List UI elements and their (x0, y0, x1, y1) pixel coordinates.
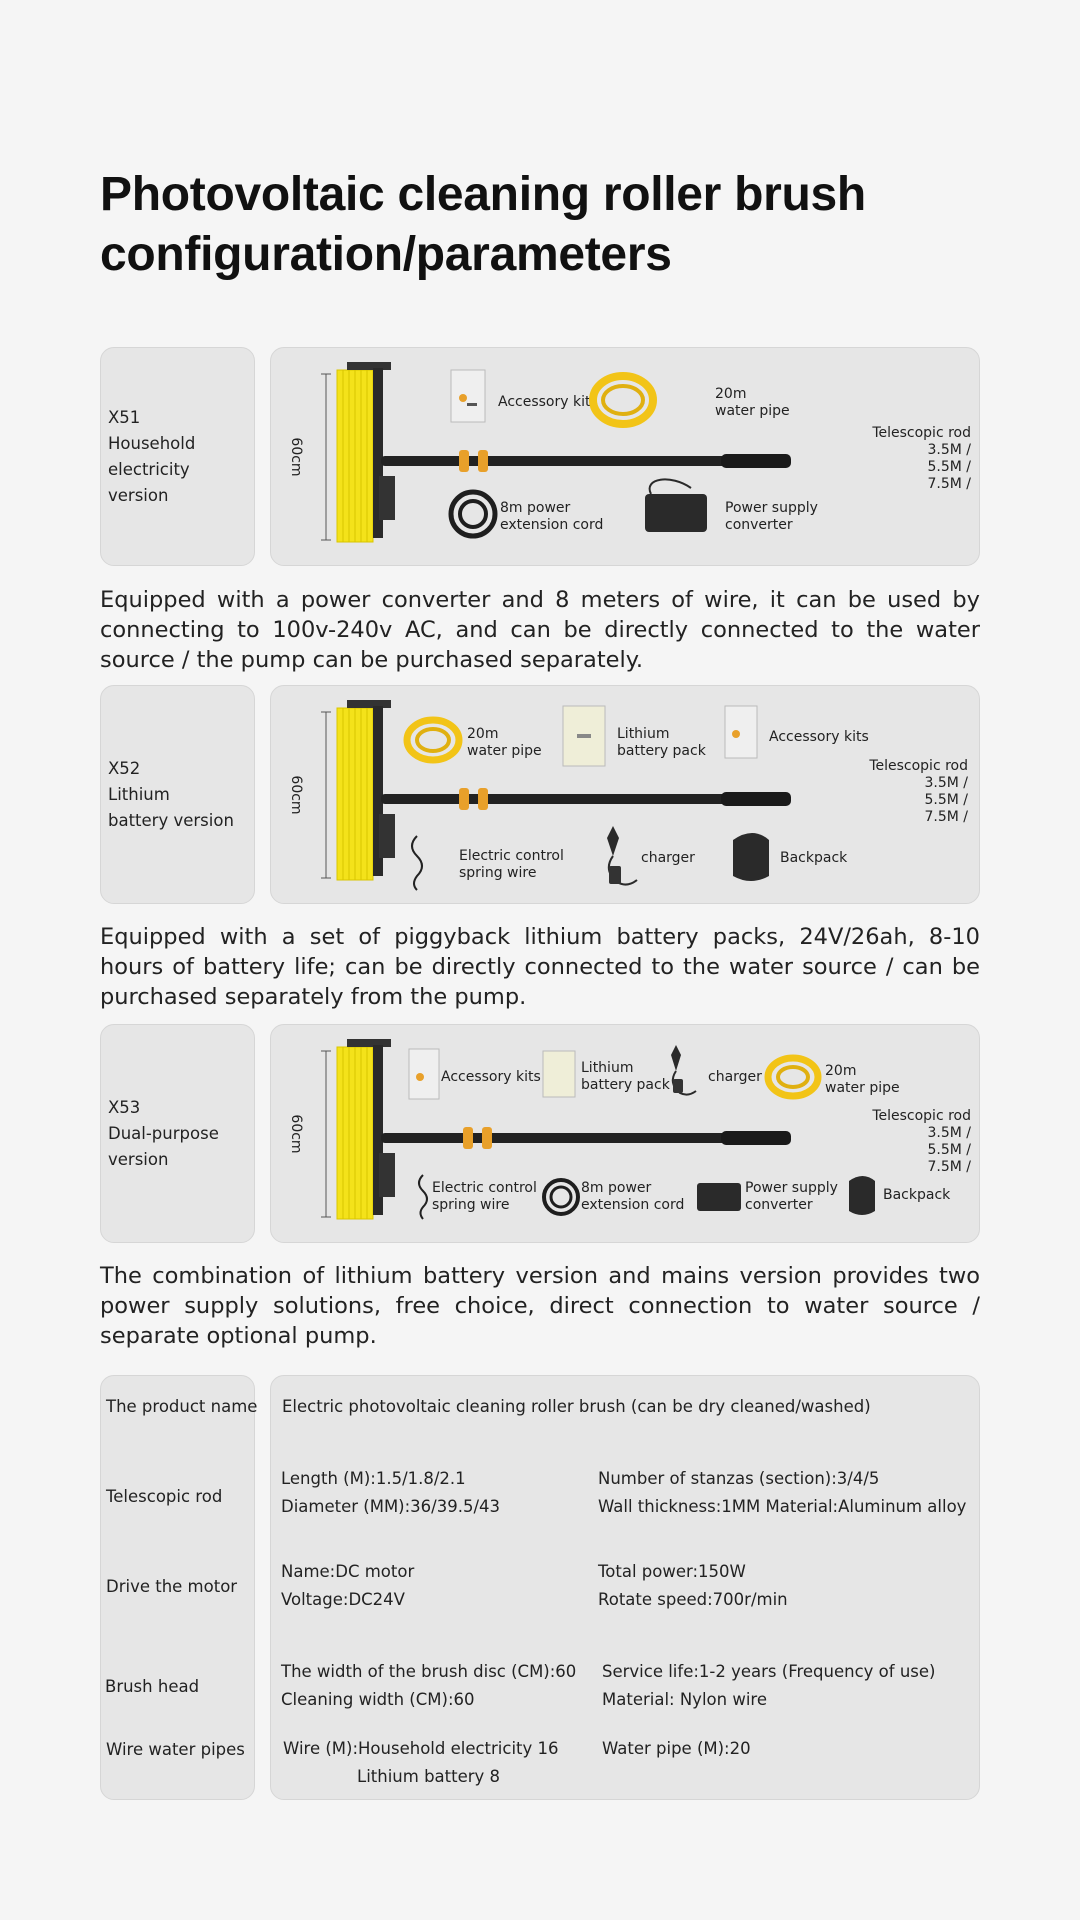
backpack-icon (849, 1176, 875, 1215)
motor-box (379, 814, 395, 858)
spec-label-motor: Drive the motor (106, 1577, 238, 1596)
rod-length-2: 5.5M / (927, 1142, 971, 1158)
spec-rod-length: Length (M):1.5/1.8/2.1 (281, 1469, 466, 1488)
rod-length-3: 7.5M / (924, 809, 968, 825)
version-x51-name: X51 Household electricity version (108, 407, 196, 505)
battery-pack-caption-1: Lithium (617, 726, 670, 742)
version-x52-label-box (100, 685, 255, 904)
spec-wire-lithium: Lithium battery 8 (357, 1767, 501, 1786)
spec-label-brush-head: Brush head (105, 1677, 200, 1696)
spec-motor-speed: Rotate speed:700r/min (598, 1590, 788, 1609)
spring-wire-icon (412, 836, 422, 890)
battery-pack-caption-2: battery pack (581, 1077, 670, 1093)
extension-cord-icon (451, 492, 495, 536)
spec-motor-power: Total power:150W (598, 1562, 746, 1581)
accessory-kits-caption: Accessory kits (769, 729, 869, 745)
spec-motor-name: Name:DC motor (281, 1562, 415, 1581)
spec-label-wire-water-pipes: Wire water pipes (106, 1740, 245, 1759)
version-x53-description: The combination of lithium battery version and mains version provides two power supply solutions, free choice, direct connection to water source / separate optional pump. (100, 1263, 980, 1349)
power-converter-caption-2: converter (745, 1197, 813, 1213)
rod-length-3: 7.5M / (927, 476, 971, 492)
charger-icon (671, 1045, 681, 1071)
accessory-kit-icon (409, 1049, 439, 1099)
spring-wire-icon (419, 1175, 427, 1219)
charger-caption: charger (708, 1069, 762, 1085)
backpack-caption: Backpack (780, 850, 848, 866)
spec-label-telescopic-rod: Telescopic rod (106, 1487, 223, 1506)
water-pipe-caption-2: water pipe (467, 743, 542, 759)
water-pipe-caption-1: 20m (467, 726, 499, 742)
rod-clip (463, 1127, 473, 1149)
spec-brush-material: Material: Nylon wire (602, 1690, 767, 1709)
extension-cord-caption-1: 8m power (500, 500, 571, 516)
motor-box (379, 1153, 395, 1197)
height-label: 60cm (288, 775, 304, 815)
spec-rod-wall-thickness: Wall thickness:1MM Material:Aluminum alloy (598, 1497, 967, 1516)
charger-caption: charger (641, 850, 695, 866)
power-converter-caption-1: Power supply (725, 500, 818, 516)
water-pipe-caption-1: 20m (825, 1063, 857, 1079)
water-pipe-caption-2: water pipe (825, 1080, 900, 1096)
battery-pack-caption-2: battery pack (617, 743, 706, 759)
power-converter-icon (697, 1183, 741, 1211)
rod-label: Telescopic rod (872, 425, 971, 441)
backpack-caption: Backpack (883, 1187, 951, 1203)
accessory-kit-icon (451, 370, 485, 422)
rod-clip (459, 788, 469, 810)
spec-rod-diameter: Diameter (MM):36/39.5/43 (281, 1497, 501, 1516)
rod-label: Telescopic rod (869, 758, 968, 774)
extension-cord-caption-2: extension cord (581, 1197, 685, 1213)
spec-brush-service-life: Service life:1-2 years (Frequency of use) (602, 1662, 936, 1681)
rod-length-1: 3.5M / (927, 442, 971, 458)
spec-value-product-name: Electric photovoltaic cleaning roller brush (can be dry cleaned/washed) (282, 1397, 871, 1416)
version-x51-label-box (100, 347, 255, 566)
x52-product-illustration (271, 686, 980, 904)
rod-clip (459, 450, 469, 472)
spring-wire-caption-1: Electric control (432, 1180, 537, 1196)
version-x52-name: X52 Lithium battery version (108, 758, 234, 830)
motor-box (379, 476, 395, 520)
water-pipe-caption-2: water pipe (715, 403, 790, 419)
extension-cord-caption-1: 8m power (581, 1180, 652, 1196)
spec-wire-household: Wire (M):Household electricity 16 (283, 1739, 559, 1758)
height-label: 60cm (288, 1114, 304, 1154)
extension-cord-icon (544, 1180, 578, 1214)
version-x52-description: Equipped with a set of piggyback lithium battery packs, 24V/26ah, 8-10 hours of battery life; can be directly connected to the water source / can be purchased separately from the pump. (100, 924, 980, 1010)
rod-length-1: 3.5M / (927, 1125, 971, 1141)
version-x53-label-box (100, 1024, 255, 1243)
rod-length-2: 5.5M / (924, 792, 968, 808)
version-x53-name: X53 Dual-purpose version (108, 1097, 219, 1169)
rod-length-3: 7.5M / (927, 1159, 971, 1175)
power-converter-caption-1: Power supply (745, 1180, 838, 1196)
x53-product-illustration (271, 1025, 980, 1243)
water-pipe-icon (768, 1058, 818, 1096)
spec-brush-cleaning-width: Cleaning width (CM):60 (281, 1690, 475, 1709)
rod-length-1: 3.5M / (924, 775, 968, 791)
battery-pack-icon (543, 1051, 575, 1097)
version-x53-image (270, 1024, 980, 1243)
telescopic-rod (381, 794, 731, 804)
rod-length-2: 5.5M / (927, 459, 971, 475)
extension-cord-caption-2: extension cord (500, 517, 604, 533)
height-label: 60cm (288, 437, 304, 477)
x51-product-illustration (271, 348, 980, 566)
accessory-kits-caption: Accessory kits (441, 1069, 541, 1085)
page-title: Photovoltaic cleaning roller brush configuration/parameters (100, 168, 866, 281)
spring-wire-caption-2: spring wire (432, 1197, 510, 1213)
backpack-icon (733, 833, 769, 881)
spring-wire-caption-2: spring wire (459, 865, 537, 881)
spring-wire-caption-1: Electric control (459, 848, 564, 864)
telescopic-rod (381, 456, 731, 466)
version-x51-description: Equipped with a power converter and 8 meters of wire, it can be used by connecting to 100v-240v AC, and can be directly connected to the water source / the pump can be purchased separately. (100, 587, 980, 673)
power-converter-icon (645, 494, 707, 532)
rod-label: Telescopic rod (872, 1108, 971, 1124)
accessory-kit-icon (725, 706, 757, 758)
spec-motor-voltage: Voltage:DC24V (281, 1590, 405, 1609)
version-x52-image (270, 685, 980, 904)
spec-rod-stanzas: Number of stanzas (section):3/4/5 (598, 1469, 880, 1488)
water-pipe-caption-1: 20m (715, 386, 747, 402)
water-pipe-icon (407, 720, 459, 760)
spec-brush-disc-width: The width of the brush disc (CM):60 (281, 1662, 577, 1681)
charger-icon (607, 826, 619, 856)
accessory-kits-caption: Accessory kits (498, 394, 598, 410)
spec-label-product-name: The product name (106, 1397, 258, 1416)
version-x51-image (270, 347, 980, 566)
battery-pack-caption-1: Lithium (581, 1060, 634, 1076)
telescopic-rod (381, 1133, 731, 1143)
spec-water-pipe: Water pipe (M):20 (602, 1739, 751, 1758)
power-converter-caption-2: converter (725, 517, 793, 533)
